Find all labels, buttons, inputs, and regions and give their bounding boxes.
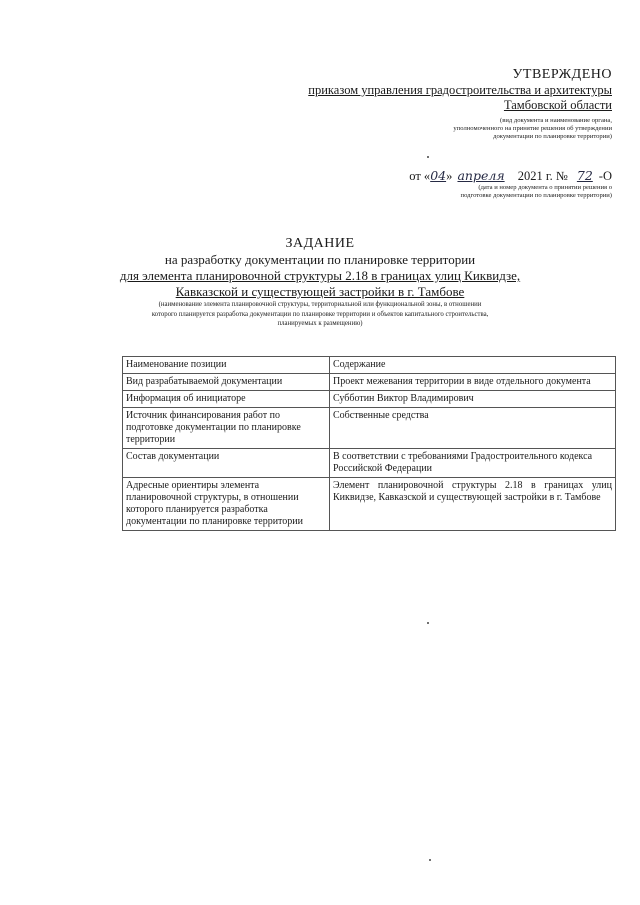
table-row xyxy=(123,478,616,531)
approval-authority-line2: Тамбовской области xyxy=(503,98,612,112)
date-note-2: подготовке документации по планировке территории) xyxy=(460,192,612,199)
decision-date-line xyxy=(232,168,612,184)
date-mid: » xyxy=(446,169,453,183)
scan-speck xyxy=(429,859,431,861)
table-cell: Информация об инициаторе xyxy=(123,391,330,408)
table-cell: Вид разрабатываемой документации xyxy=(123,374,330,391)
table-header-row xyxy=(123,357,616,374)
approval-note-3: документации по планировке территории) xyxy=(493,133,612,140)
date-day: 04 xyxy=(430,168,447,183)
table-cell: Проект межевания территории в виде отдельного документа xyxy=(330,374,616,391)
table-cell: Собственные средства xyxy=(330,408,616,449)
date-note-1: (дата и номер документа о принятии решения о xyxy=(478,184,612,191)
scan-speck xyxy=(427,622,429,624)
task-note-3: планируемых к размещению) xyxy=(277,320,363,327)
task-object-line2: Кавказской и существующей застройки в г. Тамбове xyxy=(175,284,465,299)
table-cell: Элемент планировочной структуры 2.18 в границах улиц Киквидзе, Кавказской и существующей застройки в г. Тамбове xyxy=(330,478,616,531)
date-year: 2021 г. № xyxy=(517,169,568,183)
approval-block xyxy=(232,66,612,141)
table-cell: Состав документации xyxy=(123,449,330,478)
table-row xyxy=(123,374,616,391)
date-prefix: от « xyxy=(409,169,431,183)
approval-note-1: (вид документа и наименование органа, xyxy=(500,117,612,124)
task-subtitle: на разработку документации по планировке территории xyxy=(164,252,476,267)
date-month: апреля xyxy=(457,168,505,183)
header-cell-content: Содержание xyxy=(330,357,616,374)
date-note xyxy=(232,184,612,200)
approval-note-2: уполномоченного на принятие решения об утверждении xyxy=(453,125,612,132)
table-cell: Источник финансирования работ по подготовке документации по планировке территории xyxy=(123,408,330,449)
task-note-1: (наименование элемента планировочной структуры, территориальной или функциональной зоны, в отношении xyxy=(158,301,482,308)
task-object-line1: для элемента планировочной структуры 2.18 в границах улиц Киквидзе, xyxy=(119,268,521,283)
task-title: ЗАДАНИЕ xyxy=(285,236,355,251)
task-title-block xyxy=(0,235,640,329)
header-cell-position: Наименование позиции xyxy=(123,357,330,374)
table-cell: Адресные ориентиры элемента планировочной структуры, в отношении которого планируется разработка документации по планировке территории xyxy=(123,478,330,531)
task-note-2: которого планируется разработка документации по планировке территории и объектов капитального строительства, xyxy=(151,310,489,318)
approval-authority-line1: приказом управления градостроительства и архитектуры xyxy=(308,83,612,97)
table-cell: Субботин Виктор Владимирович xyxy=(330,391,616,408)
document-number-suffix: -О xyxy=(598,169,612,183)
table-row xyxy=(123,391,616,408)
table-row xyxy=(123,449,616,478)
scan-speck xyxy=(427,156,429,158)
document-number: 72 xyxy=(576,168,593,183)
approval-title: УТВЕРЖДЕНО xyxy=(512,67,612,82)
table-cell: В соответствии с требованиями Градостроительного кодекса Российской Федерации xyxy=(330,449,616,478)
task-specification-table xyxy=(122,356,616,531)
table-row xyxy=(123,408,616,449)
